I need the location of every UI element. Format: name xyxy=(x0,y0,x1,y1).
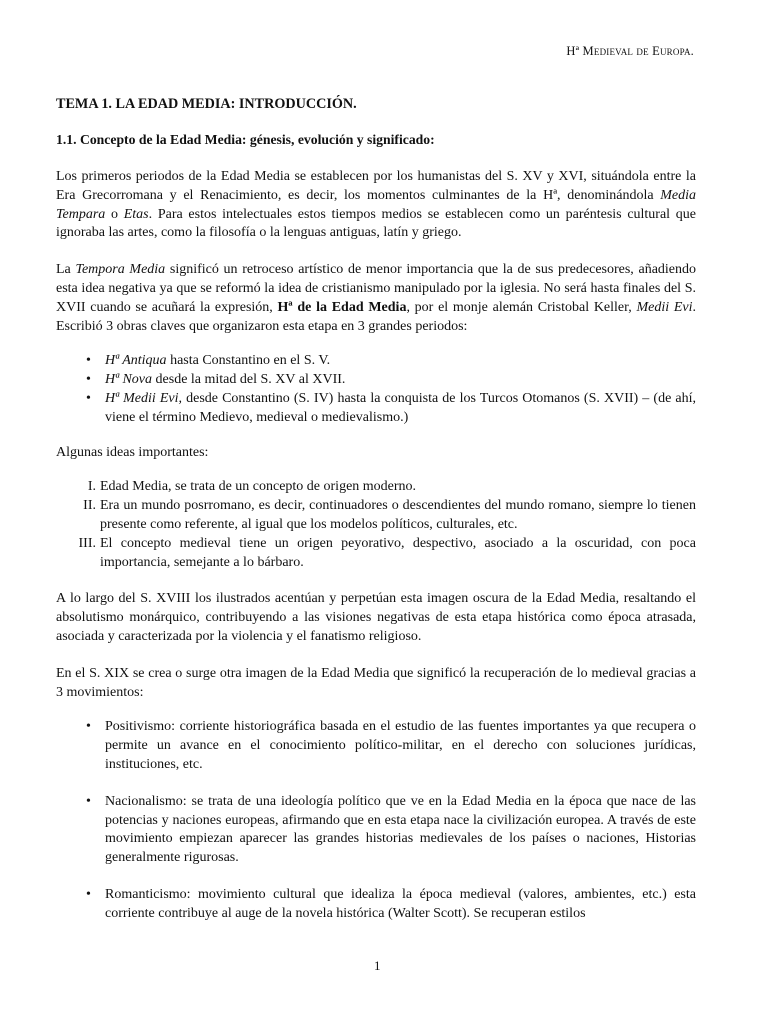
period-desc: desde Constantino (S. IV) hasta la conquista de los Turcos Otomanos (S. XVII) – (de ahí, viene el término Medievo, medieval o medievalismo.) xyxy=(105,390,696,425)
ideas-list xyxy=(56,478,696,572)
list-item xyxy=(56,535,696,573)
list-item xyxy=(56,352,696,371)
bullet-icon: • xyxy=(86,719,91,735)
bullet-icon: • xyxy=(86,886,91,902)
paragraph-nineteenth-century: En el S. XIX se crea o surge otra imagen de la Edad Media que significó la recuperación de lo medieval gracias a 3 movimientos: xyxy=(56,665,696,700)
paragraph-enlightenment: A lo largo del S. XVIII los ilustrados acentúan y perpetúan esta imagen oscura de la Edad Media, resaltando el absolutismo monárquico, contribuyendo a las visiones negativas de esta etapa histórica como época atrasada, asociada y caracterizada por la violencia y el fanatismo religioso. xyxy=(56,591,696,644)
bullet-icon: • xyxy=(86,372,91,388)
text-run: . Escribió 3 obras claves que organizaron esta etapa en 3 grandes periodos: xyxy=(56,299,697,334)
list-number: II. xyxy=(83,498,96,514)
document-page xyxy=(56,0,696,1024)
periods-list xyxy=(56,352,696,427)
list-text: Edad Media, se trata de un concepto de origen moderno. xyxy=(100,479,417,495)
paragraph-tempora-media xyxy=(56,261,696,336)
bullet-icon: • xyxy=(86,353,91,369)
paragraph-humanists xyxy=(56,168,696,243)
list-item xyxy=(56,371,696,390)
list-item xyxy=(56,497,696,535)
list-text: Romanticismo: movimiento cultural que idealiza la época medieval (valores, ambientes, etc.) esta corriente contribuye al auge de la novela histórica (Walter Scott). Se recuperan estilos xyxy=(105,886,696,921)
list-number: III. xyxy=(78,535,96,551)
list-text: Era un mundo posrromano, es decir, continuadores o descendientes del mundo romano, siempre lo tienen presente como referente, al igual que los modelos políticos, culturales, etc. xyxy=(100,498,696,532)
list-item xyxy=(56,390,696,428)
list-text: Positivismo: corriente historiográfica basada en el estudio de las fuentes importantes ya que recupera o permite un avance en el conocimiento político-militar, en el derecho con soluciones jurídicas, instituciones, etc. xyxy=(105,719,696,772)
list-item xyxy=(56,793,696,868)
text-run: significó un retroceso artístico de menor importancia que la de sus predecesores, añadiendo esta idea negativa ya que se reformó la idea de cristianismo manipulado por la iglesia. No será hasta finales del S. XVII cuando se acuñará la expresión, xyxy=(56,262,697,315)
movements-list xyxy=(56,718,696,923)
italic-term: Medii Evi xyxy=(636,299,693,315)
italic-term: Tempora Media xyxy=(75,262,166,278)
text-run: . Para estos intelectuales estos tiempos medios se establecen como un paréntesis cultural que ignoraba las artes, como la filosofía o la lenguas antiguas, latín y griego. xyxy=(56,206,697,241)
list-text: Nacionalismo: se trata de una ideología político que ve en la Edad Media en la época que nace de las potencias y naciones europeas, afirmando que en esta etapa nace la civilización europea. A través de este movimiento empiezan aparecer las grandes historias medievales de los países o naciones, Historias generalmente rigurosas. xyxy=(105,793,696,866)
section-title: 1.1. Concepto de la Edad Media: génesis, evolución y significado: xyxy=(56,132,435,147)
running-header: Hª Medieval de Europa. xyxy=(566,44,694,58)
period-desc: desde la mitad del S. XV al XVII. xyxy=(152,372,346,388)
text-run: , por el monje alemán Cristobal Keller, xyxy=(406,299,637,315)
document-body xyxy=(56,96,696,942)
bold-term: Hª de la Edad Media xyxy=(277,299,407,315)
text-run: La xyxy=(56,262,76,278)
text-run: o xyxy=(105,206,124,222)
ideas-intro: Algunas ideas importantes: xyxy=(56,444,209,460)
list-number: I. xyxy=(87,479,96,495)
text-run: Los primeros periodos de la Edad Media se establecen por los humanistas del S. XV y XVI, situándola entre la Era Grecorromana y el Renacimiento, es decir, los momentos culminantes de la Hª, denominándola xyxy=(56,169,696,203)
list-item xyxy=(56,718,696,774)
italic-term: Media Tempara xyxy=(56,187,696,222)
page-number: 1 xyxy=(374,958,381,973)
period-desc: hasta Constantino en el S. V. xyxy=(166,353,331,369)
bullet-icon: • xyxy=(86,793,91,809)
list-text: El concepto medieval tiene un origen peyorativo, despectivo, asociado a la oscuridad, con poca importancia, semejante a lo bárbaro. xyxy=(100,535,696,570)
bullet-icon: • xyxy=(86,390,91,406)
list-item xyxy=(56,478,696,497)
period-name: Hª Nova xyxy=(105,372,153,388)
chapter-title: TEMA 1. LA EDAD MEDIA: INTRODUCCIÓN. xyxy=(56,96,357,112)
period-name: Hª Antiqua xyxy=(105,353,167,369)
list-item xyxy=(56,886,696,924)
period-name: Hª Medii Evi, xyxy=(105,390,182,406)
italic-term: Etas xyxy=(123,206,149,222)
